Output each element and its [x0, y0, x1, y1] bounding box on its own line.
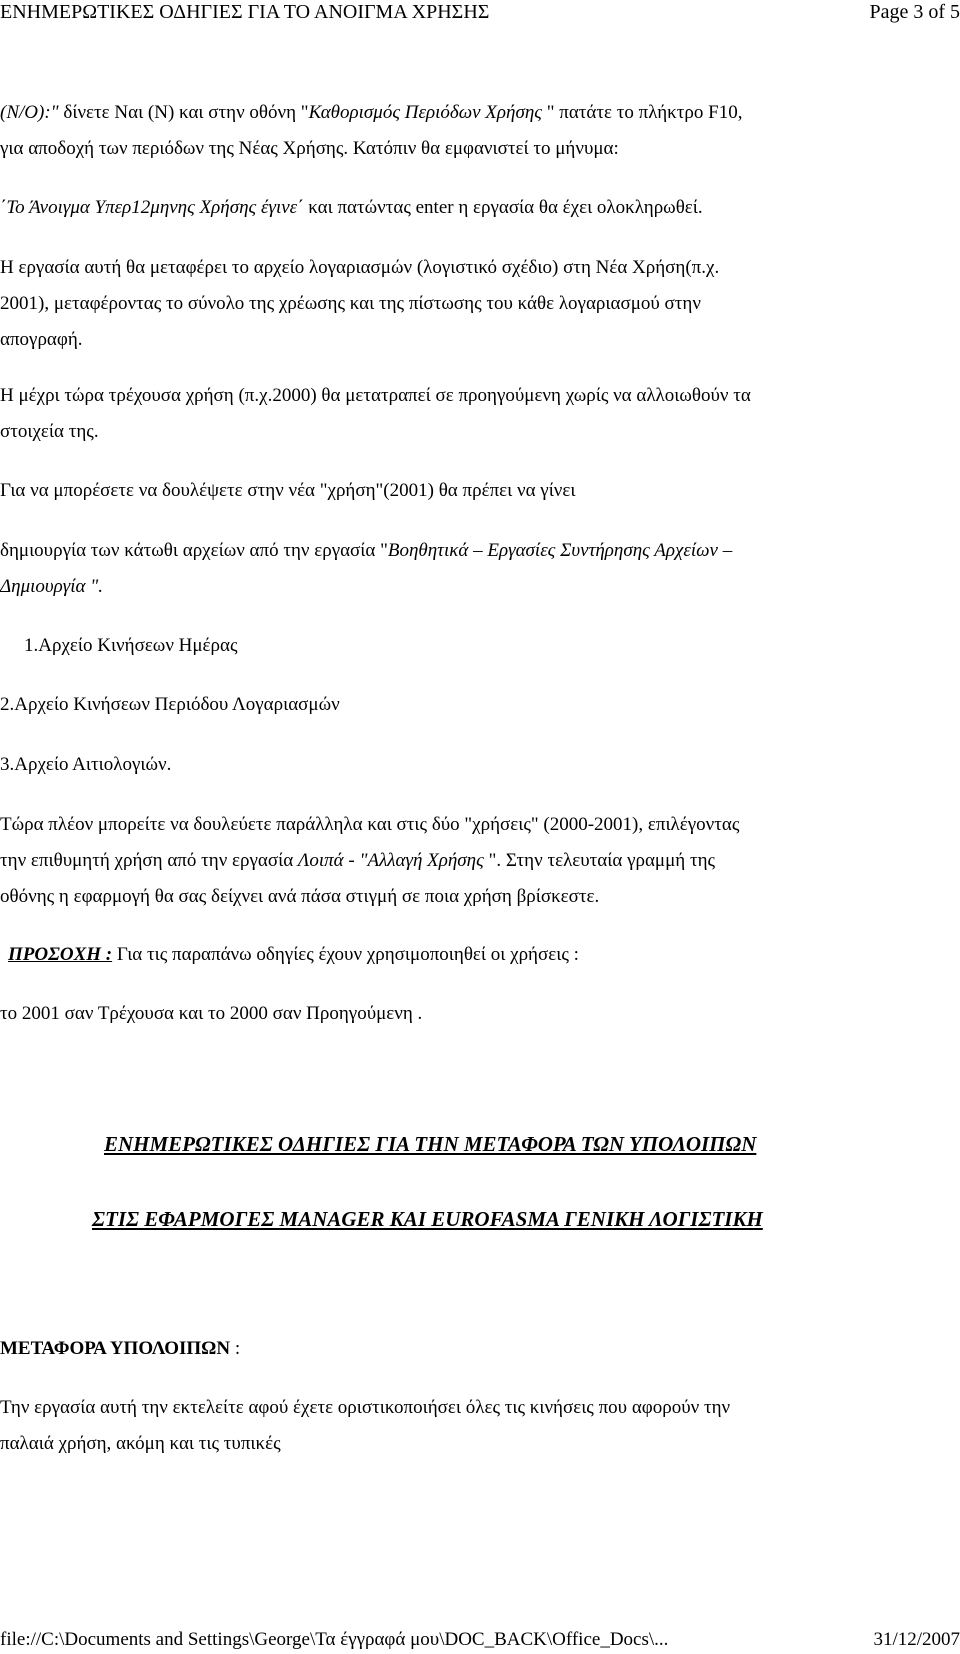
attention-label: ΠΡΟΣΟΧΗ :	[8, 944, 113, 965]
paragraph-10-line-1: Την εργασία αυτή την εκτελείτε αφού έχετε οριστικοποιήσει όλες τις κινήσεις που αφορούν την	[0, 1397, 731, 1418]
paragraph-4-line-2: στοιχεία της.	[0, 421, 99, 442]
paragraph-3-line-1: Η εργασία αυτή θα μεταφέρει το αρχείο λογαριασμών (λογιστικό σχέδιο) στη Νέα Χρήση(π.χ.	[0, 257, 720, 278]
menu-path-text: Βοηθητικά – Εργασίες Συντήρησης Αρχείων –	[387, 540, 733, 561]
paragraph-1-line-1	[0, 100, 742, 126]
page-header-title: ΕΝΗΜΕΡΩΤΙΚΕΣ ΟΔΗΓΙΕΣ ΓΙΑ ΤΟ ΑΝΟΙΓΜΑ ΧΡΗΣΗΣ	[0, 1, 490, 23]
text-segment: δίνετε Ναι (Ν) και στην οθόνη "	[58, 102, 309, 123]
paragraph-6-line-2	[0, 574, 103, 600]
text-segment: ". Στην τελευταία γραμμή της	[483, 850, 716, 871]
menu-path-text: Δημιουργία ".	[0, 576, 103, 597]
paragraph-9: το 2001 σαν Τρέχουσα και το 2000 σαν Προηγούμενη .	[0, 1003, 423, 1024]
paragraph-7-line-1: Τώρα πλέον μπορείτε να δουλεύετε παράλληλα και στις δύο "χρήσεις" (2000-2001), επιλέγοντας	[0, 814, 740, 835]
list-item: 1.Αρχείο Κινήσεων Ημέρας	[24, 635, 238, 656]
text-segment: Καθορισμός Περιόδων Χρήσης	[308, 102, 542, 123]
footer-file-path: file://C:\Documents and Settings\George\Τα έγγραφά μου\DOC_BACK\Office_Docs\...	[0, 1629, 669, 1650]
attention-note	[0, 942, 579, 968]
menu-path-text: Λοιπά - "Αλλαγή Χρήσης	[297, 850, 484, 871]
page-number: Page 3 of 5	[869, 1, 960, 23]
text-segment: και πατώντας enter η εργασία θα έχει ολοκληρωθεί.	[303, 197, 703, 218]
paragraph-7-line-3: οθόνης η εφαρμογή θα σας δείχνει ανά πάσα στιγμή σε ποια χρήση βρίσκεστε.	[0, 886, 600, 907]
paragraph-5: Για να μπορέσετε να δουλέψετε στην νέα "χρήση"(2001) θα πρέπει να γίνει	[0, 480, 576, 501]
paragraph-3-line-3: απογραφή.	[0, 329, 83, 350]
paragraph-7-line-2	[0, 848, 715, 874]
paragraph-1-line-2: για αποδοχή των περιόδων της Νέας Χρήσης. Κατόπιν θα εμφανιστεί το μήνυμα:	[0, 138, 619, 159]
message-text: ΄Το Άνοιγμα Υπερ12μηνης Χρήσης έγινε΄	[0, 197, 304, 218]
list-item: 3.Αρχείο Αιτιολογιών.	[0, 754, 172, 775]
text-segment: " πατάτε το πλήκτρο F10,	[541, 102, 743, 123]
section-title-text: ΜΕΤΑΦΟΡΑ ΥΠΟΛΟΙΠΩΝ	[0, 1338, 231, 1359]
paragraph-4-line-1: Η μέχρι τώρα τρέχουσα χρήση (π.χ.2000) θα μετατραπεί σε προηγούμενη χωρίς να αλλοιωθούν τα	[0, 385, 751, 406]
footer-date: 31/12/2007	[873, 1629, 960, 1650]
heading-line-2: ΣΤΙΣ ΕΦΑΡΜΟΓΕΣ MANAGER ΚΑΙ EUROFASMA ΓΕΝΙΚΗ ΛΟΓΙΣΤΙΚΗ	[92, 1207, 763, 1231]
list-item: 2.Αρχείο Κινήσεων Περιόδου Λογαριασμών	[0, 694, 340, 715]
paragraph-2	[0, 195, 703, 221]
section-title	[0, 1336, 240, 1362]
text-segment: δημιουργία των κάτωθι αρχείων από την εργασία "	[0, 540, 388, 561]
paragraph-10-line-2: παλαιά χρήση, ακόμη και τις τυπικές	[0, 1433, 281, 1454]
text-segment: :	[230, 1338, 241, 1359]
text-segment: (Ν/Ο):"	[0, 102, 59, 123]
paragraph-3-line-2: 2001), μεταφέροντας το σύνολο της χρέωσης και της πίστωσης του κάθε λογαριασμού στην	[0, 293, 701, 314]
text-segment: την επιθυμητή χρήση από την εργασία	[0, 850, 298, 871]
heading-line-1: ΕΝΗΜΕΡΩΤΙΚΕΣ ΟΔΗΓΙΕΣ ΓΙΑ ΤΗΝ ΜΕΤΑΦΟΡΑ ΤΩΝ ΥΠΟΛΟΙΠΩΝ	[104, 1132, 757, 1156]
paragraph-6-line-1	[0, 538, 732, 564]
text-segment: Για τις παραπάνω οδηγίες έχουν χρησιμοποιηθεί οι χρήσεις :	[112, 944, 579, 965]
